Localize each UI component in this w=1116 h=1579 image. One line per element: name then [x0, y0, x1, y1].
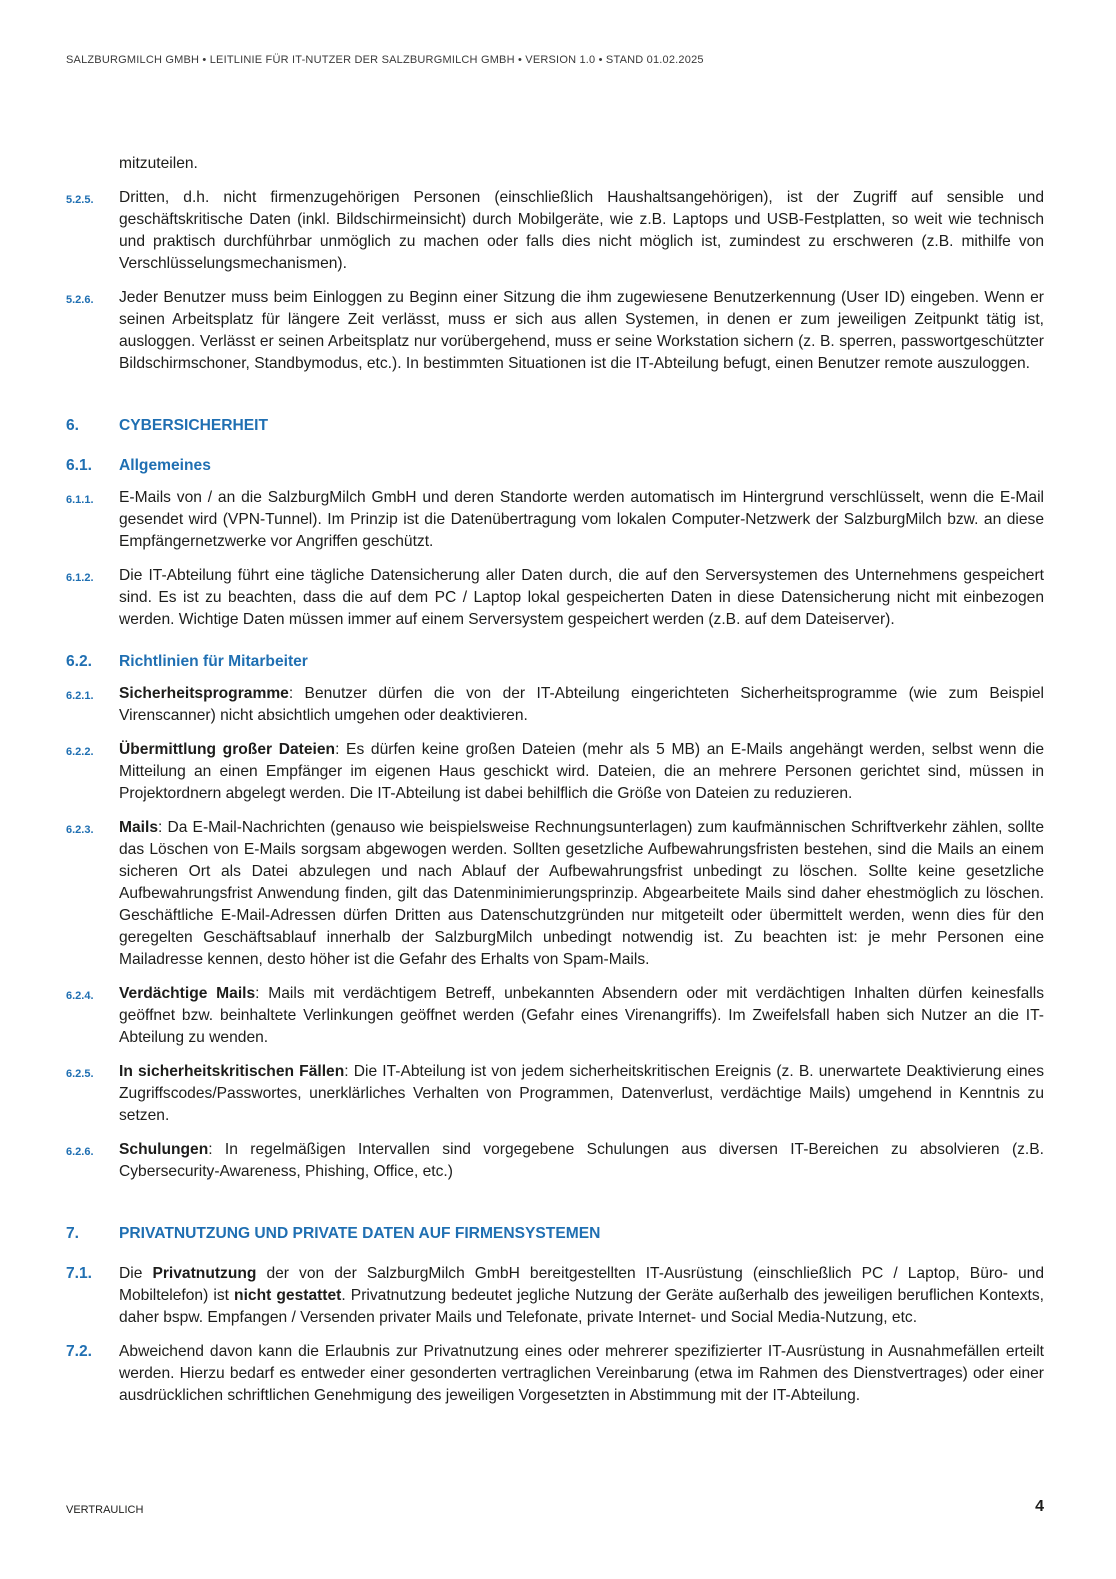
- clause-6-2-6: [66, 1139, 1044, 1183]
- clause-number: 6.1.1.: [66, 494, 94, 506]
- clause-body: : In regelmäßigen Intervallen sind vorgegebene Schulungen aus diversen IT-Bereichen zu absolvieren (z.B. Cybersecurity-Awareness, Phishing, Office, etc.): [119, 1141, 1044, 1180]
- clause-number: 6.2.5.: [66, 1068, 94, 1080]
- subsection-title: Allgemeines: [119, 457, 211, 474]
- clause-6-1-1: [66, 487, 1044, 553]
- subsection-heading-6-2: [66, 651, 1044, 673]
- clause-5-2-5: [66, 187, 1044, 275]
- clause-keyword: Sicherheitsprogramme: [119, 685, 289, 702]
- section-title: CYBERSICHERHEIT: [119, 417, 269, 434]
- page-footer: [66, 1498, 1044, 1516]
- clause-text: [119, 1061, 1044, 1127]
- clause-body: der von der SalzburgMilch GmbH bereitgestellten IT-Ausrüstung (einschließlich PC / Laptop, Büro- und Mobiltelefon) ist: [119, 1265, 1045, 1304]
- clause-number: 5.2.6.: [66, 294, 94, 306]
- clause-text: Jeder Benutzer muss beim Einloggen zu Beginn einer Sitzung die ihm zugewiesene Benutzerkennung (User ID) eingeben. Wenn er seinen Arbeitsplatz für längere Zeit verlässt, muss er sich aus allen Systemen, in denen er zum jeweiligen Zeitpunkt tätig ist, ausloggen. Verlässt er seinen Arbeitsplatz nur vorübergehend, muss er seine Workstation sichern (z. B. sperren, passwortgeschützter Bildschirmschoner, Standbymodus, etc.). In bestimmten Situationen ist die IT-Abteilung befugt, einen Benutzer remote auszuloggen.: [119, 289, 1044, 372]
- section-number: 7.: [66, 1225, 80, 1242]
- clause-text: [119, 983, 1044, 1049]
- clause-text: [119, 683, 1044, 727]
- clause-6-2-3: [66, 817, 1044, 971]
- clause-6-2-2: [66, 739, 1044, 805]
- clause-text: [119, 817, 1044, 971]
- clause-text: E-Mails von / an die SalzburgMilch GmbH und deren Standorte werden automatisch im Hintergrund verschlüsselt, wenn die E-Mail gesendet wird (VPN-Tunnel). Im Prinzip ist die Datenübertragung vom lokalen Computer-Netzwerk der SalzburgMilch bzw. an diese Empfängernetzwerke vor Angriffen geschützt.: [119, 489, 1044, 550]
- clause-6-1-2: [66, 565, 1044, 631]
- clause-keyword: Verdächtige Mails: [119, 985, 256, 1002]
- clause-5-2-6: [66, 287, 1044, 375]
- clause-6-2-5: [66, 1061, 1044, 1127]
- clause-7-1: [66, 1263, 1044, 1329]
- clause-keyword: Mails: [119, 819, 158, 836]
- section-heading-6: [66, 415, 1044, 437]
- clause-text: [119, 1263, 1044, 1329]
- clause-7-2: [66, 1341, 1044, 1407]
- clause-body: : Benutzer dürfen die von der IT-Abteilung eingerichteten Sicherheitsprogramme (wie zum Beispiel Virenscanner) nicht absichtlich umgehen oder deaktivieren.: [119, 685, 1044, 724]
- section-heading-7: [66, 1223, 1044, 1245]
- clause-number: 6.1.2.: [66, 572, 94, 584]
- clause-number: 6.2.2.: [66, 746, 94, 758]
- confidentiality-label: VERTRAULICH: [66, 1504, 144, 1516]
- subsection-number: 6.2.: [66, 653, 93, 670]
- clause-number: 6.2.6.: [66, 1146, 94, 1158]
- clause-number: 6.2.1.: [66, 690, 94, 702]
- subsection-title: Richtlinien für Mitarbeiter: [119, 653, 308, 670]
- section-number: 6.: [66, 417, 80, 434]
- subsection-heading-6-1: [66, 455, 1044, 477]
- clause-6-2-1: [66, 683, 1044, 727]
- clause-body: : Die IT-Abteilung ist von jedem sicherheitskritischen Ereignis (z. B. unerwartete Deaktivierung eines Zugriffscodes/Passwortes, unerklärliches Verhalten von Programmen, Datenverlust, verdächtige Mails) umgehend in Kenntnis zu setzen.: [119, 1063, 1044, 1124]
- clause-text: [119, 1139, 1044, 1183]
- clause-number: 6.2.4.: [66, 990, 94, 1002]
- clause-body: : Es dürfen keine großen Dateien (mehr als 5 MB) an E-Mails angehängt werden, selbst wenn die Mitteilung an einen Empfänger im eigenen Haus geschickt wird. Dateien, die an mehrere Personen gerichtet sind, müssen in Projektordnern abgelegt werden. Die IT-Abteilung ist dabei behilflich die Größe von Dateien zu reduzieren.: [119, 741, 1045, 802]
- clause-number: 5.2.5.: [66, 194, 94, 206]
- clause-number: 7.2.: [66, 1343, 93, 1360]
- clause-text: [119, 739, 1044, 805]
- clause-keyword: nicht gestattet: [234, 1287, 342, 1304]
- clause-text: Dritten, d.h. nicht firmenzugehörigen Personen (einschließlich Haushaltsangehörigen), ist der Zugriff auf sensible und geschäftskritische Daten (inkl. Bildschirmeinsicht) durch Mobilgeräte, wie z.B. Laptops und USB-Festplatten, so weit wie technisch und praktisch durchführbar unmöglich zu machen oder falls dies nicht möglich ist, zumindest zu erschweren (z.B. mithilfe von Verschlüsselungsmechanismen).: [119, 189, 1044, 272]
- clause-keyword: Schulungen: [119, 1141, 209, 1158]
- clause-number: 6.2.3.: [66, 824, 94, 836]
- clause-text: Abweichend davon kann die Erlaubnis zur Privatnutzung eines oder mehrerer spezifizierter IT-Ausrüstung in Ausnahmefällen erteilt werden. Hierzu bedarf es entweder einer gesonderten vertraglichen Vereinbarung (etwa im Rahmen des Dienstvertrages) oder einer ausdrücklichen schriftlichen Genehmigung des jeweiligen Vorgesetzten in Abstimmung mit der IT-Abteilung.: [119, 1343, 1044, 1404]
- clause-number: 7.1.: [66, 1265, 93, 1282]
- clause-body: Die: [119, 1265, 153, 1282]
- clause-body: : Da E-Mail-Nachrichten (genauso wie beispielsweise Rechnungsunterlagen) zum kaufmännischen Schriftverkehr zählen, sollte das Löschen von E-Mails sorgsam abgewogen werden. Sollten gesetzliche Aufbewahrungsfristen bestehen, sind die Mails an einem sicheren Ort als Datei abzulegen und nach Ablauf der Aufbewahrungsfrist unbedingt zu löschen. Sollte keine gesetzliche Aufbewahrungsfrist Anwendung finden, gilt das Datenminimierungsprinzip. Abgearbeitete Mails sind daher ehestmöglich zu löschen. Geschäftliche E-Mail-Adressen dürfen Dritten aus Datenschutzgründen nur mitgeteilt oder übermittelt werden, wenn dies für den geregelten Geschäftsablauf innerhalb der SalzburgMilch unbedingt notwendig ist. Zu beachten ist: je mehr Personen eine Mailadresse kennen, desto höher ist die Gefahr des Erhalts von Spam-Mails.: [119, 819, 1044, 968]
- section-title: PRIVATNUTZUNG UND PRIVATE DATEN AUF FIRMENSYSTEMEN: [119, 1225, 601, 1242]
- continuation-text: mitzuteilen.: [119, 155, 198, 172]
- clause-text: Die IT-Abteilung führt eine tägliche Datensicherung aller Daten durch, die auf den Serversystemen des Unternehmens gespeichert sind. Es ist zu beachten, dass die auf dem PC / Laptop lokal gespeicherten Daten in diese Datensicherung nicht mit einbezogen werden. Wichtige Daten müssen immer auf einem Serversystem gespeichert werden (z.B. auf dem Dateiserver).: [119, 567, 1044, 628]
- subsection-number: 6.1.: [66, 457, 93, 474]
- clause-body: . Privatnutzung bedeutet jegliche Nutzung der Geräte außerhalb des jeweiligen beruflichen Kontexts, daher bspw. Empfangen / Versenden privater Mails und Telefonate, private Internet- und Social Media-Nutzung, etc.: [119, 1287, 1044, 1326]
- page-number: 4: [1035, 1498, 1044, 1515]
- clause-keyword: In sicherheitskritischen Fällen: [119, 1063, 345, 1080]
- clause-keyword: Übermittlung großer Dateien: [119, 741, 336, 758]
- clause-body: : Mails mit verdächtigem Betreff, unbekannten Absendern oder mit verdächtigen Inhalten dürfen keinesfalls geöffnet bzw. beinhaltete Verlinkungen geöffnet werden (Gefahr eines Virenangriffs). Im Zweifelsfall haben sich Nutzer an die IT-Abteilung zu wenden.: [119, 985, 1045, 1046]
- clause-6-2-4: [66, 983, 1044, 1049]
- running-header: SALZBURGMILCH GMBH • LEITLINIE FÜR IT-NUTZER DER SALZBURGMILCH GMBH • VERSION 1.0 • STAND 01.02.2025: [66, 54, 704, 66]
- clause-keyword: Privatnutzung: [152, 1265, 257, 1282]
- document-body: [66, 153, 1044, 1419]
